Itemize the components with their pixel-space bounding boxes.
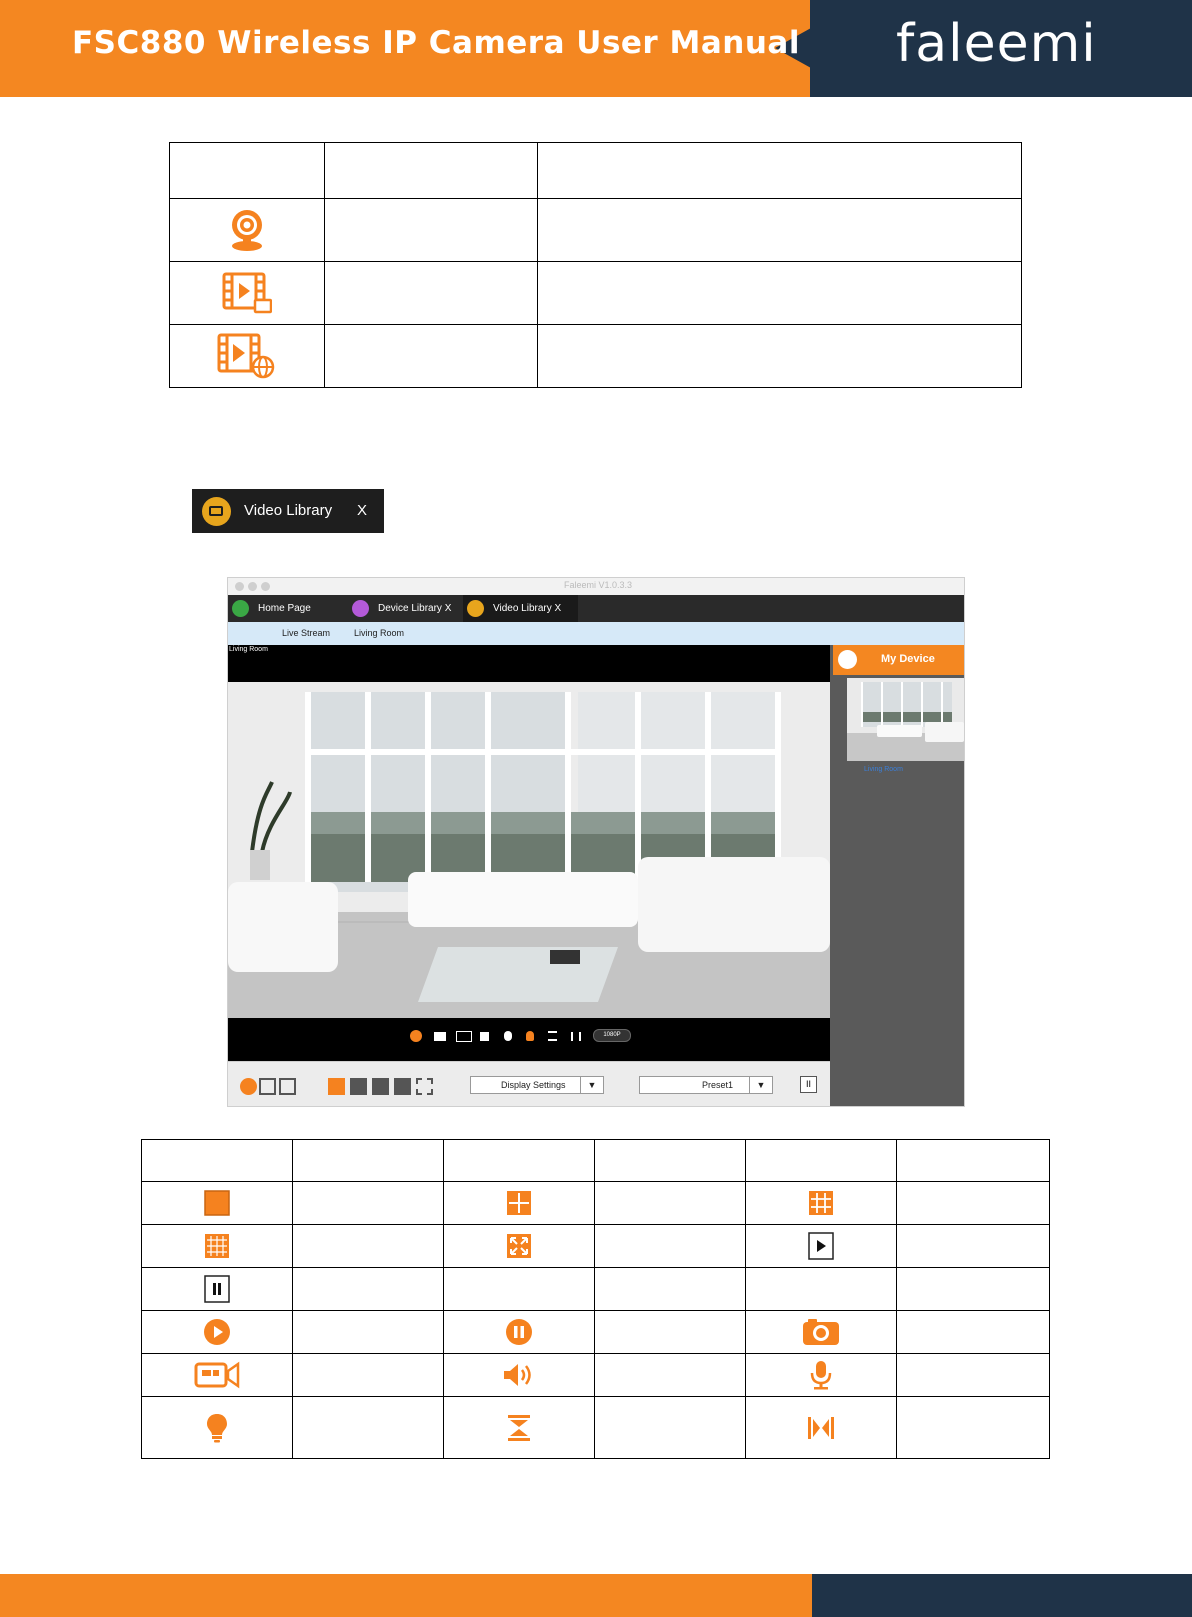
tab-label: Device Library X — [378, 603, 452, 614]
cell-description — [538, 199, 1022, 262]
tab-video-library[interactable] — [463, 595, 578, 622]
header-cell — [444, 1140, 595, 1182]
video-channel-label: Living Room — [229, 646, 268, 653]
table-header-row — [170, 143, 1022, 199]
four-view-icon[interactable] — [350, 1078, 367, 1095]
preset-dropdown[interactable] — [639, 1076, 773, 1094]
local-video-folder-icon — [222, 272, 272, 314]
cell-description — [293, 1397, 444, 1459]
play-box-icon — [808, 1232, 834, 1260]
pause-box-icon — [204, 1275, 230, 1303]
my-device-label: My Device — [881, 653, 935, 665]
camera-icon — [352, 600, 369, 617]
tab-label: Home Page — [258, 603, 311, 614]
cell-description — [595, 1354, 746, 1397]
cell-name — [325, 325, 538, 388]
cell-description — [897, 1354, 1050, 1397]
cell-description — [595, 1225, 746, 1268]
microphone-control-icon[interactable] — [504, 1031, 512, 1041]
cell-description — [595, 1182, 746, 1225]
pause-circle-control-icon[interactable] — [410, 1030, 422, 1042]
cell-description — [538, 325, 1022, 388]
table-header-row — [142, 1140, 1050, 1182]
table-row — [142, 1354, 1050, 1397]
video-library-tab[interactable] — [192, 489, 384, 533]
play-circle-icon — [203, 1318, 231, 1346]
window-titlebar — [228, 578, 965, 595]
header-cell-icon — [170, 143, 325, 199]
single-view-icon[interactable] — [328, 1078, 345, 1095]
cell-description — [538, 262, 1022, 325]
cell-icon-empty — [444, 1268, 595, 1311]
cell-name — [325, 199, 538, 262]
mirror-flip-control-icon[interactable] — [571, 1032, 581, 1041]
header-cell — [142, 1140, 293, 1182]
cell-description — [293, 1354, 444, 1397]
header-cell — [293, 1140, 444, 1182]
device-thumbnail[interactable] — [847, 678, 964, 761]
camera-device-icon — [229, 208, 265, 252]
window-close-dot[interactable] — [235, 582, 244, 591]
record-icon — [194, 1361, 240, 1389]
sixteen-view-icon — [204, 1233, 230, 1259]
fullscreen-icon — [506, 1233, 532, 1259]
table-row — [142, 1397, 1050, 1459]
table-row — [142, 1268, 1050, 1311]
window-zoom-dot[interactable] — [261, 582, 270, 591]
live-stream-link[interactable]: Live Stream — [282, 628, 331, 638]
table-row — [142, 1182, 1050, 1225]
my-device-header[interactable] — [833, 645, 964, 675]
display-settings-label: Display Settings — [501, 1080, 566, 1090]
page-header — [0, 0, 1192, 97]
camera-device-icon — [838, 650, 857, 669]
speaker-icon — [502, 1361, 536, 1389]
cell-description — [897, 1268, 1050, 1311]
footer-orange-band — [0, 1574, 812, 1617]
nine-view-icon[interactable] — [372, 1078, 389, 1095]
cell-description — [897, 1397, 1050, 1459]
pause-circle-icon — [505, 1318, 533, 1346]
cell-description — [595, 1268, 746, 1311]
window-title: Faleemi V1.0.3.3 — [563, 580, 633, 590]
header-cell-name — [325, 143, 538, 199]
cell-description — [293, 1311, 444, 1354]
living-room-link[interactable]: Living Room — [354, 628, 405, 638]
thumbnail-scene — [847, 678, 964, 761]
cell-description — [897, 1182, 1050, 1225]
vertical-flip-icon — [507, 1414, 531, 1442]
faleemi-logo: faleemi — [896, 14, 1097, 74]
table-row — [142, 1225, 1050, 1268]
icon-description-table — [169, 142, 1022, 388]
living-room-video-frame[interactable] — [228, 682, 830, 1018]
cell-icon-empty — [746, 1268, 897, 1311]
footer-dark-band — [812, 1574, 1192, 1617]
fullscreen-icon[interactable] — [416, 1078, 433, 1095]
chevron-down-icon: ▼ — [749, 1077, 772, 1093]
table-row — [170, 325, 1022, 388]
control-icons-table — [141, 1139, 1050, 1459]
video-panel — [228, 645, 830, 1061]
home-icon — [232, 600, 249, 617]
cell-description — [897, 1311, 1050, 1354]
chevron-down-icon: ▼ — [580, 1077, 603, 1093]
speaker-control-icon[interactable] — [480, 1032, 489, 1041]
four-view-icon — [506, 1190, 532, 1216]
cell-description — [293, 1268, 444, 1311]
app-screenshot — [227, 577, 965, 1107]
light-bulb-icon — [206, 1413, 228, 1443]
cell-description — [595, 1397, 746, 1459]
single-view-icon — [204, 1190, 230, 1216]
preset-label: Preset1 — [702, 1080, 734, 1090]
record-control-icon[interactable] — [456, 1031, 472, 1042]
table-row — [170, 262, 1022, 325]
cell-name — [325, 262, 538, 325]
sixteen-view-icon[interactable] — [394, 1078, 411, 1095]
microphone-icon — [809, 1360, 833, 1390]
film-icon — [467, 600, 484, 617]
cell-description — [595, 1311, 746, 1354]
pause-box-icon[interactable]: II — [800, 1076, 817, 1093]
app-tab-bar — [228, 595, 965, 622]
table-row — [142, 1311, 1050, 1354]
page-footer — [0, 1574, 1192, 1617]
stream-subbar — [228, 622, 965, 645]
header-cell — [746, 1140, 897, 1182]
window-minimize-dot[interactable] — [248, 582, 257, 591]
header-cell — [595, 1140, 746, 1182]
snapshot-icon — [802, 1318, 840, 1346]
local-video-folder-icon[interactable] — [259, 1078, 276, 1095]
cell-description — [293, 1225, 444, 1268]
tab-label: Video Library X — [493, 603, 562, 614]
nine-view-icon — [808, 1190, 834, 1216]
header-cell — [897, 1140, 1050, 1182]
bottom-toolbar — [228, 1061, 830, 1107]
remote-video-globe-icon[interactable] — [279, 1078, 296, 1095]
cell-description — [897, 1225, 1050, 1268]
resolution-button[interactable]: 1080P — [593, 1029, 631, 1042]
tab-home-page[interactable] — [228, 595, 348, 622]
vertical-flip-control-icon[interactable] — [548, 1031, 557, 1041]
snapshot-control-icon[interactable] — [434, 1032, 446, 1041]
video-library-tab-label: Video Library — [244, 502, 333, 519]
display-settings-dropdown[interactable] — [470, 1076, 604, 1094]
tab-device-library[interactable] — [348, 595, 463, 622]
remote-video-globe-icon — [217, 333, 277, 379]
header-cell-description — [538, 143, 1022, 199]
thumbnail-label[interactable]: Living Room — [864, 766, 903, 773]
camera-device-icon[interactable] — [240, 1078, 257, 1095]
film-icon — [202, 497, 231, 526]
mirror-flip-icon — [807, 1416, 835, 1440]
cell-description — [293, 1182, 444, 1225]
light-bulb-control-icon[interactable] — [526, 1031, 534, 1041]
video-library-tab-close[interactable]: X — [357, 502, 368, 519]
device-sidebar — [830, 645, 965, 1107]
living-room-scene — [228, 682, 830, 1018]
manual-title: FSC880 Wireless IP Camera User Manual — [72, 25, 800, 61]
table-row — [170, 199, 1022, 262]
